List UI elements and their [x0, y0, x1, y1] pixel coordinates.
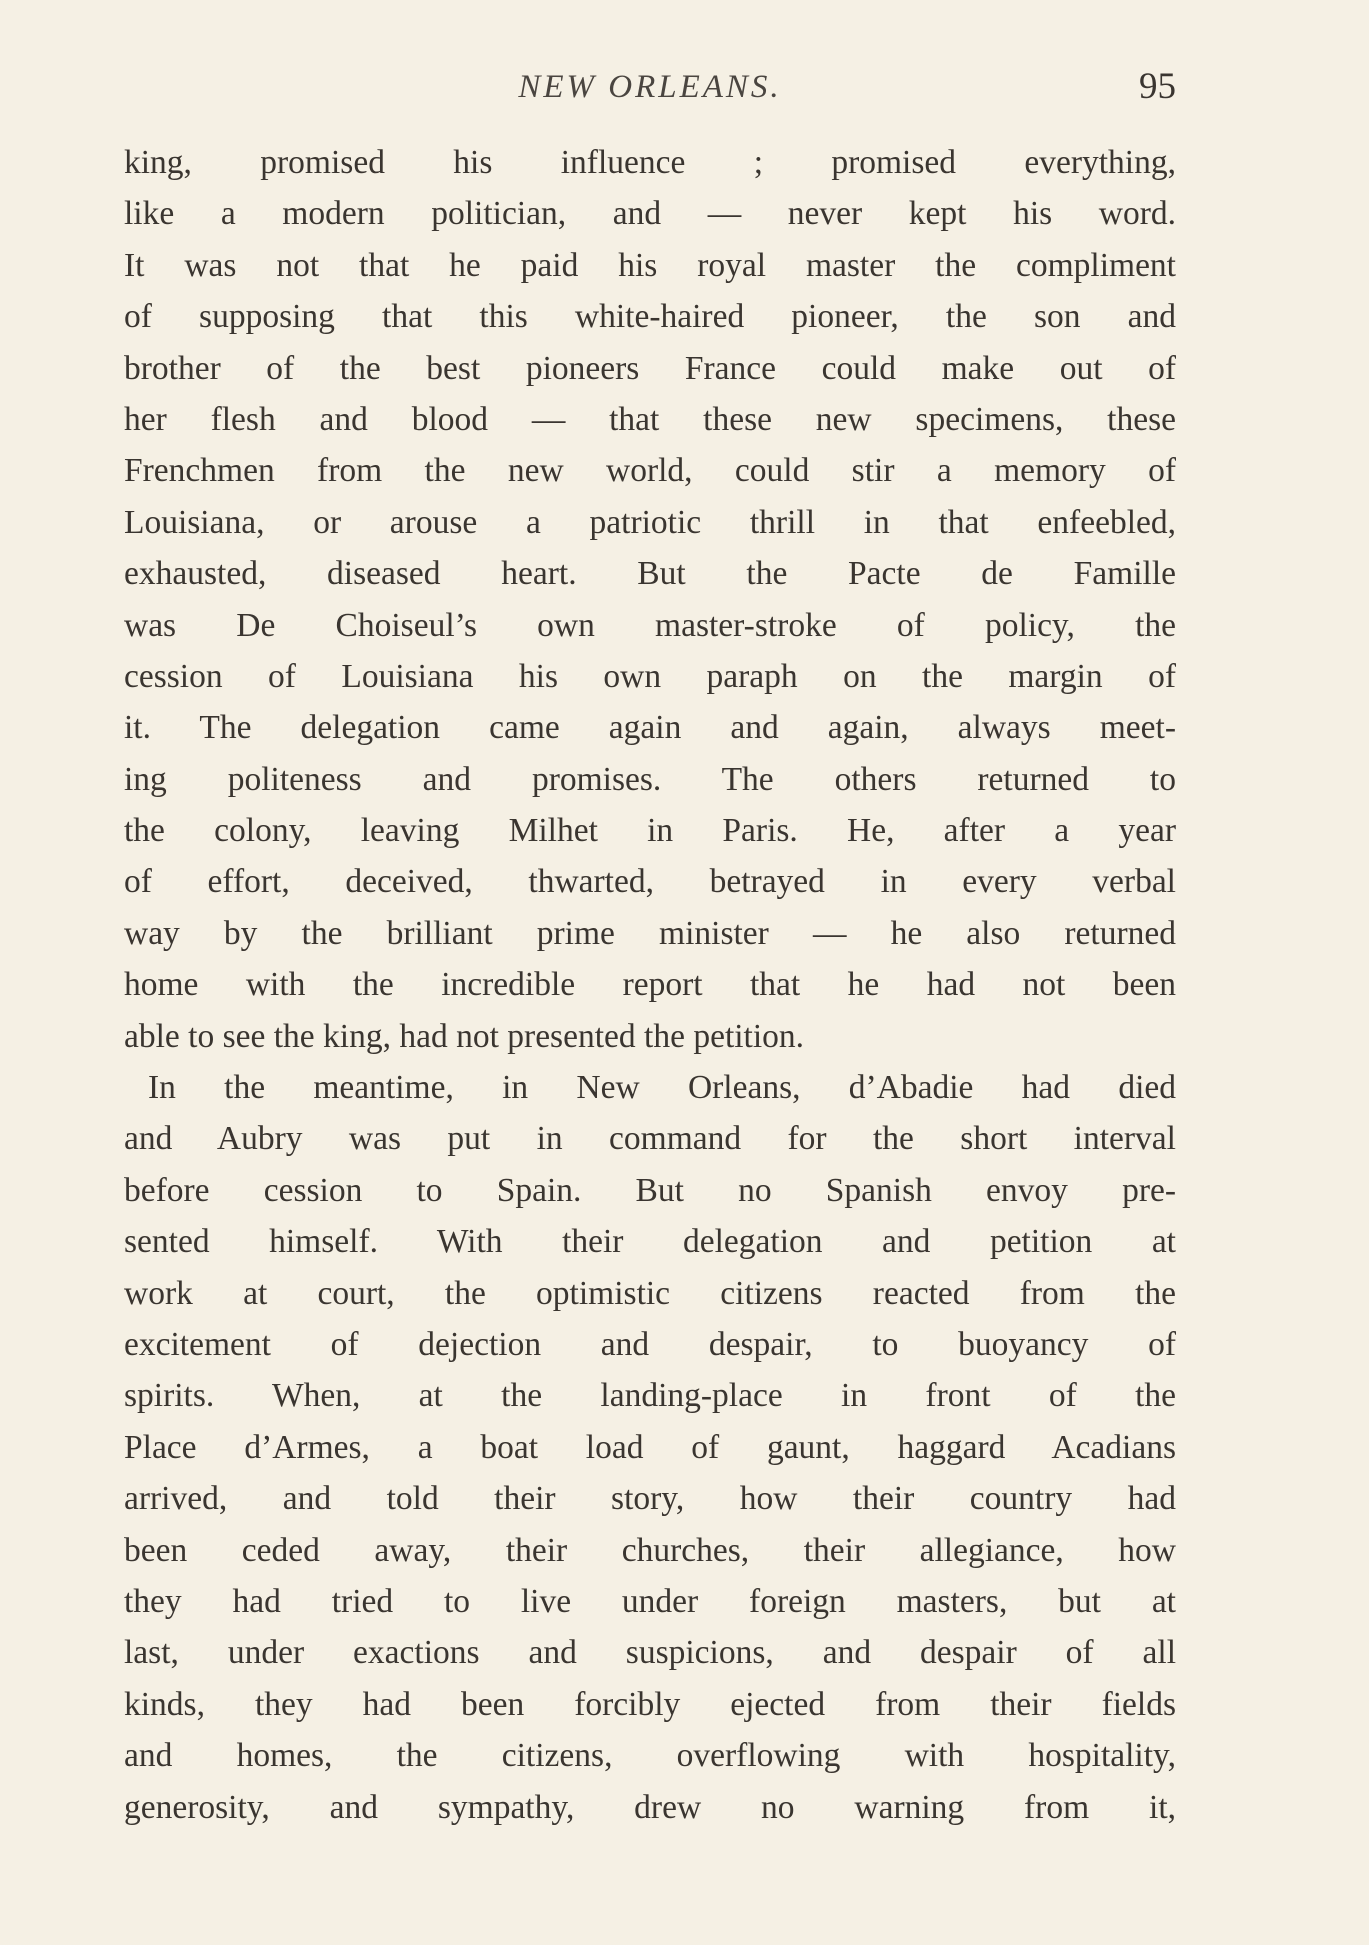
text-line: Place d’Armes, a boat load of gaunt, haggard Acadians — [124, 1428, 1176, 1466]
text-line: her flesh and blood — that these new specimens, these — [124, 400, 1176, 438]
text-line: It was not that he paid his royal master the compliment — [124, 246, 1176, 284]
text-line: and homes, the citizens, overflowing with hospitality, — [124, 1737, 1176, 1775]
text-line: excitement of dejection and despair, to buoyancy of — [124, 1325, 1176, 1363]
text-line: ing politeness and promises. The others returned to — [124, 760, 1176, 798]
text-line: generosity, and sympathy, drew no warning from it, — [124, 1788, 1176, 1826]
paragraph-2 — [124, 1062, 1176, 1833]
text-line: able to see the king, had not presented the petition. — [124, 1017, 805, 1055]
text-line: cession of Louisiana his own paraph on the margin of — [124, 657, 1176, 695]
text-line: Louisiana, or arouse a patriotic thrill in that enfeebled, — [124, 503, 1176, 541]
body-text — [124, 137, 1176, 1833]
text-line: brother of the best pioneers France could make out of — [124, 349, 1176, 387]
running-head: NEW ORLEANS. — [518, 69, 782, 105]
page-number: 95 — [1139, 66, 1176, 107]
text-line: of supposing that this white-haired pioneer, the son and — [124, 298, 1176, 336]
text-line: work at court, the optimistic citizens reacted from the — [124, 1274, 1176, 1312]
text-line: home with the incredible report that he had not been — [124, 966, 1176, 1004]
text-line: kinds, they had been forcibly ejected from their fields — [124, 1685, 1176, 1723]
text-line: sented himself. With their delegation and petition at — [124, 1223, 1176, 1261]
text-line: the colony, leaving Milhet in Paris. He, after a year — [124, 812, 1176, 850]
page-header — [124, 62, 1176, 112]
paragraph-1 — [124, 137, 1176, 1062]
text-line: it. The delegation came again and again, always meet- — [124, 709, 1176, 747]
text-line: Frenchmen from the new world, could stir a memory of — [124, 452, 1176, 490]
text-line: spirits. When, at the landing-place in front of the — [124, 1377, 1176, 1415]
text-line: of effort, deceived, thwarted, betrayed in every verbal — [124, 863, 1176, 901]
text-line: In the meantime, in New Orleans, d’Abadie had died — [148, 1069, 1176, 1107]
text-line: arrived, and told their story, how their country had — [124, 1480, 1176, 1518]
text-line: last, under exactions and suspicions, and despair of all — [124, 1634, 1176, 1672]
text-line: like a modern politician, and — never kept his word. — [124, 195, 1176, 233]
text-line: before cession to Spain. But no Spanish envoy pre- — [124, 1171, 1176, 1209]
text-line: they had tried to live under foreign masters, but at — [124, 1582, 1176, 1620]
text-line: was De Choiseul’s own master-stroke of policy, the — [124, 606, 1176, 644]
text-line: exhausted, diseased heart. But the Pacte de Famille — [124, 555, 1176, 593]
text-line: been ceded away, their churches, their allegiance, how — [124, 1531, 1176, 1569]
text-line: way by the brilliant prime minister — he also returned — [124, 914, 1176, 952]
text-line: king, promised his influence ; promised everything, — [124, 144, 1176, 181]
text-line: and Aubry was put in command for the short interval — [124, 1120, 1176, 1158]
